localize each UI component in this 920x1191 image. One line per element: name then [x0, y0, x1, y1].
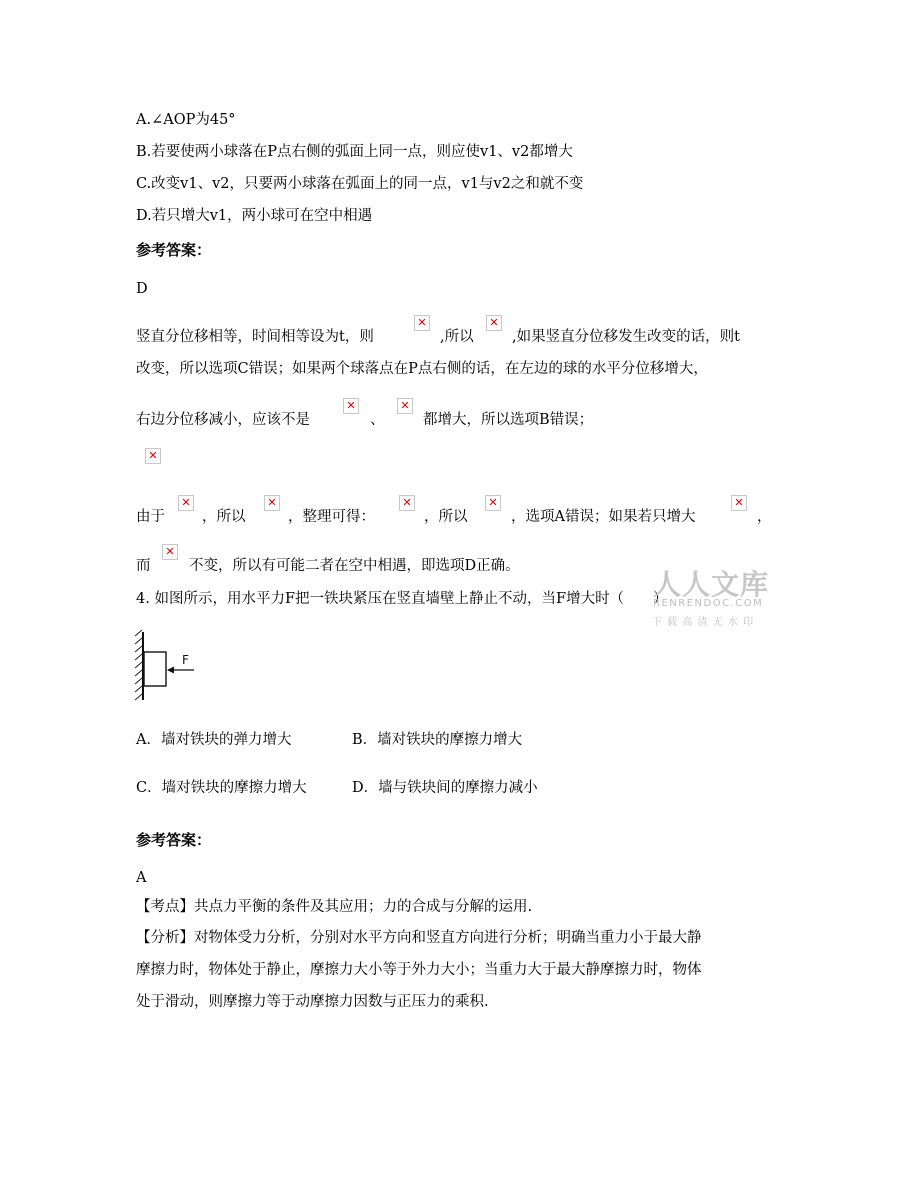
kaodian-text: 【考点】共点力平衡的条件及其应用；力的合成与分解的运用. [136, 899, 533, 915]
fenxi-text: 【分析】对物体受力分析，分别对水平方向和竖直方向进行分析；明确当重力小于最大静 [136, 930, 702, 946]
broken-image-icon: ✕ [145, 448, 161, 464]
option-d: D．墙与铁块间的摩擦力减小 [352, 780, 538, 796]
broken-image-icon: ✕ [397, 398, 413, 414]
broken-image-icon: ✕ [162, 544, 178, 560]
answer-heading: 参考答案： [136, 241, 212, 259]
explanation-text: ，整理可得： [288, 509, 375, 525]
force-label: F [182, 653, 189, 667]
watermark-title: 人人文库 [653, 568, 770, 601]
broken-image-icon: ✕ [264, 495, 280, 511]
explanation-text: 右边分位移减小，应该不是 [136, 412, 310, 428]
explanation-text: ，所以 [202, 509, 246, 525]
broken-image-icon: ✕ [731, 495, 747, 511]
option-c: C．墙对铁块的摩擦力增大 [136, 780, 307, 796]
broken-image-icon: ✕ [485, 495, 501, 511]
fenxi-text: 处于滑动，则摩擦力等于动摩擦力因数与正压力的乘积. [136, 994, 489, 1010]
watermark-url: RENRENDOC.COM [653, 598, 764, 609]
explanation-text: 由于 [136, 509, 165, 525]
option-c-prev: C.改变v1、v2，只要两小球落在弧面上的同一点，v1与v2之和就不变 [136, 176, 584, 192]
explanation-text: 改变，所以选项C错误；如果两个球落点在P点右侧的话，在左边的球的水平分位移增大， [136, 361, 708, 377]
wall-block-force-figure [130, 630, 200, 702]
answer-value: D [136, 281, 148, 297]
explanation-text: 、 [370, 412, 385, 428]
fenxi-text: 摩擦力时，物体处于静止，摩擦力大小等于外力大小；当重力大于最大静摩擦力时，物体 [136, 962, 702, 978]
explanation-text: ，所以 [424, 509, 468, 525]
explanation-text: 都增大，所以选项B错误； [423, 412, 594, 428]
watermark-slogan: 下 载 高 清 无 水 印 [652, 617, 755, 628]
explanation-text: 不变，所以有可能二者在空中相遇，即选项D正确。 [189, 558, 520, 574]
explanation-text: 而 [136, 558, 151, 574]
option-b: B．墙对铁块的摩擦力增大 [352, 732, 523, 748]
option-b-prev: B.若要使两小球落在P点右侧的弧面上同一点，则应使v1、v2都增大 [136, 144, 573, 160]
broken-image-icon: ✕ [178, 495, 194, 511]
explanation-text: 竖直分位移相等，时间相等设为t，则 [136, 329, 374, 345]
question-4-stem: 4. 如图所示，用水平力F把一铁块紧压在竖直墙壁上静止不动，当F增大时（ ） [136, 591, 668, 607]
explanation-text: ,如果竖直分位移发生改变的话，则t [512, 329, 740, 345]
broken-image-icon: ✕ [486, 315, 502, 331]
explanation-text: ， [757, 509, 772, 525]
broken-image-icon: ✕ [414, 315, 430, 331]
broken-image-icon: ✕ [343, 398, 359, 414]
explanation-text: ,所以 [440, 329, 474, 345]
option-a-prev: A.∠AOP为45° [136, 112, 236, 128]
option-a: A．墙对铁块的弹力增大 [136, 732, 292, 748]
broken-image-icon: ✕ [399, 495, 415, 511]
answer-value: A [136, 870, 147, 886]
explanation-text: ，选项A错误；如果若只增大 [511, 509, 696, 525]
option-d-prev: D.若只增大v1，两小球可在空中相遇 [136, 208, 373, 224]
answer-heading: 参考答案： [136, 831, 212, 849]
